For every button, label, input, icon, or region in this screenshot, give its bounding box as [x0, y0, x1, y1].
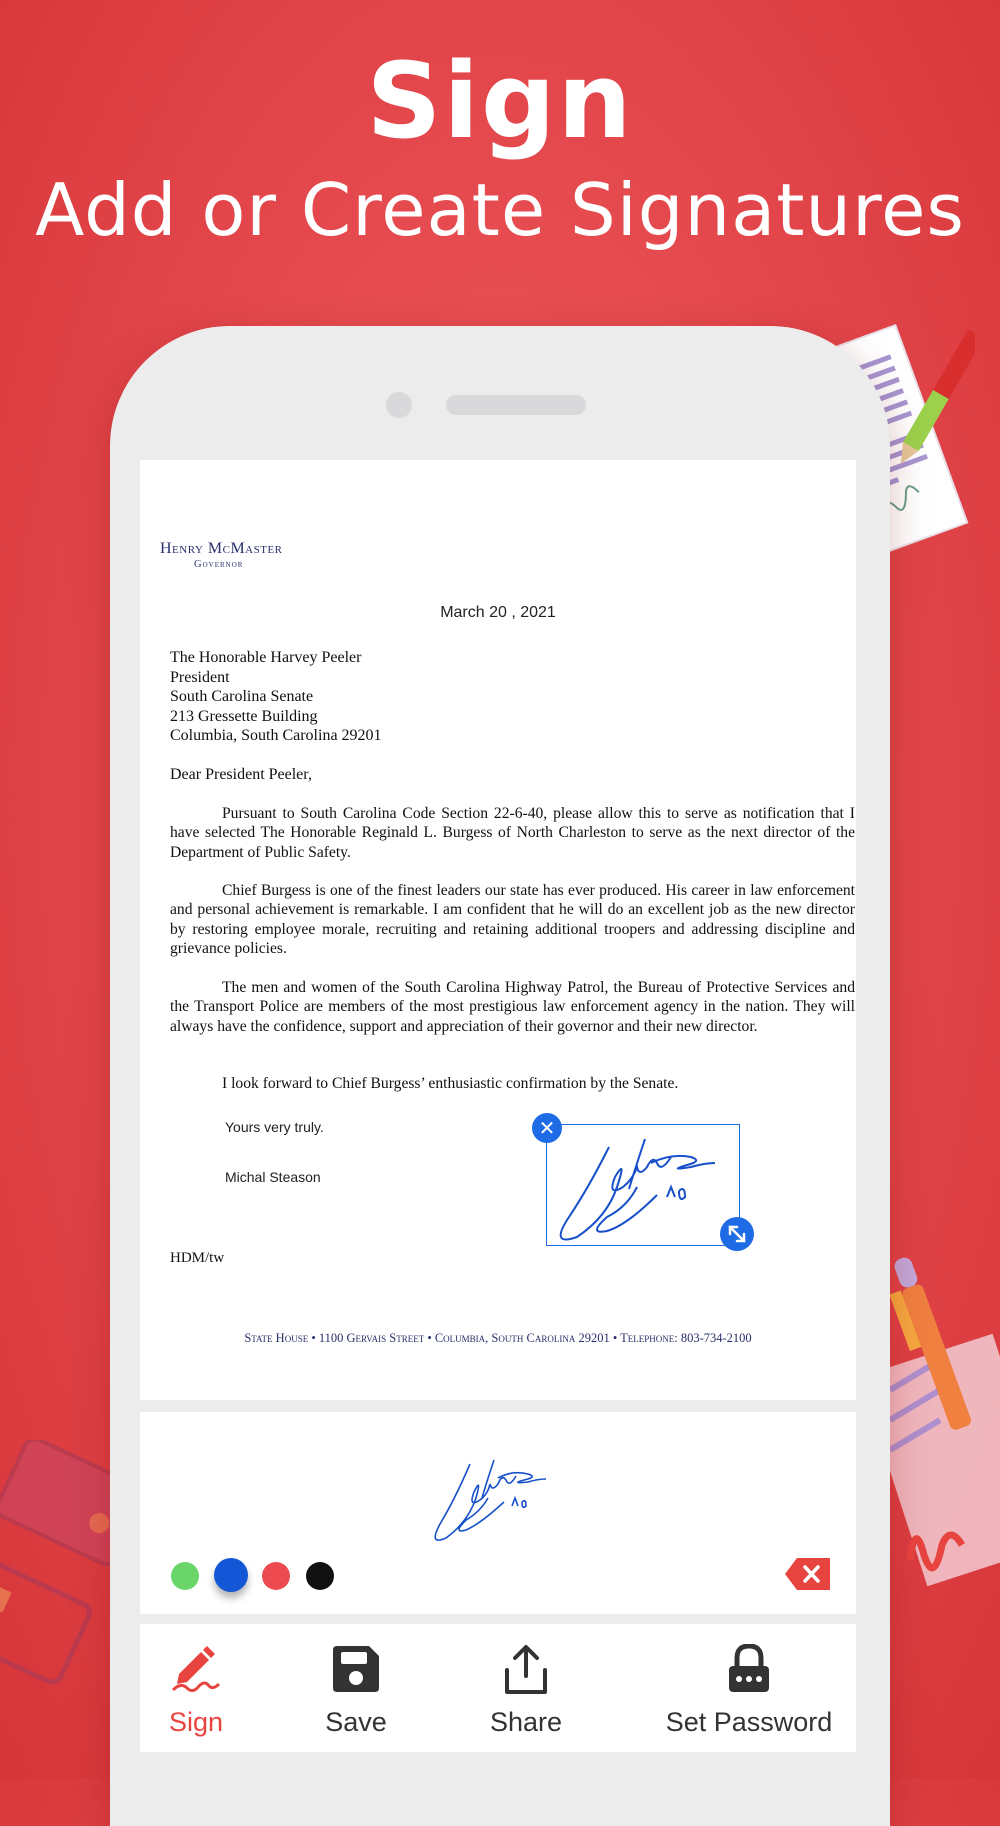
letter-paragraph: Pursuant to South Carolina Code Section 22-6-40, please allow this to serve as notification that I have selected The Honorable Reginald L. Burgess of North Charleston to serve as the next director of the Department of Public Safety.: [170, 805, 855, 861]
letter-closing: Yours very truly.: [225, 1119, 324, 1135]
tab-set-password-label: Set Password: [665, 1707, 833, 1737]
address-line: Columbia, South Carolina 29201: [170, 727, 382, 744]
color-swatch-blue[interactable]: [214, 1558, 248, 1592]
address-line: South Carolina Senate: [170, 688, 314, 705]
letter-greeting: Dear President Peeler,: [170, 766, 312, 783]
signer-name: Michal Steason: [225, 1169, 321, 1185]
color-swatch-red[interactable]: [262, 1562, 290, 1590]
hero-title: Sign: [366, 40, 634, 162]
phone-speaker: [446, 395, 586, 415]
letter-paragraph: Chief Burgess is one of the finest leaders our state has ever produced. His career in law enforcement and personal achievement is remarkable. I am confident that he will do an excellent job as the new director by restoring employee morale, recruiting and retaining additional troopers and addressing discipline and grievance policies.: [170, 882, 855, 958]
pen-illustration: [880, 1240, 1000, 1660]
tab-set-password[interactable]: [656, 1624, 842, 1752]
save-icon: [331, 1644, 381, 1694]
color-swatch-black[interactable]: [306, 1562, 334, 1590]
remove-signature-button[interactable]: ✕: [532, 1113, 562, 1143]
backspace-icon: [785, 1558, 830, 1590]
letter-date: March 20 , 2021: [440, 604, 556, 621]
letter-initials: HDM/tw: [170, 1250, 225, 1266]
document-page[interactable]: [140, 460, 856, 1400]
tab-sign[interactable]: [140, 1624, 252, 1752]
tab-share[interactable]: [456, 1624, 596, 1752]
address-line: President: [170, 668, 230, 686]
tab-save[interactable]: [290, 1624, 422, 1752]
letterhead-footer: State House • 1100 Gervais Street • Columbia, South Carolina 29201 • Telephone: 803-734-2100: [244, 1331, 752, 1345]
clear-signature-button[interactable]: [785, 1558, 830, 1590]
color-swatch-green[interactable]: [171, 1562, 199, 1590]
sign-icon: [169, 1644, 223, 1692]
letter-paragraph: The men and women of the South Carolina Highway Patrol, the Bureau of Protective Services and the Transport Police are members of the most prestigious law enforcement agency in the nation. They will always have the confidence, support and appreciation of their governor and their new director.: [170, 979, 855, 1035]
bottom-toolbar: [140, 1624, 856, 1752]
signature-pad[interactable]: [140, 1412, 856, 1614]
letterhead-title: Governor: [194, 559, 244, 570]
placed-signature[interactable]: [546, 1124, 740, 1246]
resize-icon: [720, 1217, 754, 1251]
front-camera: [386, 392, 412, 418]
tab-share-label: Share: [489, 1707, 563, 1737]
letterhead-name: Henry McMaster: [160, 540, 283, 557]
address-line: The Honorable Harvey Peeler: [170, 649, 362, 666]
letter-paragraph: I look forward to Chief Burgess’ enthusiastic confirmation by the Senate.: [222, 1075, 679, 1092]
tab-save-label: Save: [325, 1707, 387, 1737]
recipient-address: [170, 648, 382, 746]
share-icon: [503, 1644, 549, 1696]
lock-icon: [727, 1644, 771, 1694]
address-line: 213 Gressette Building: [170, 707, 318, 725]
tab-sign-label: Sign: [168, 1707, 224, 1737]
resize-signature-button[interactable]: [720, 1217, 754, 1251]
hero-subtitle: Add or Create Signatures: [35, 168, 965, 252]
signature-graphic: [547, 1125, 739, 1245]
signature-preview: [430, 1452, 570, 1552]
